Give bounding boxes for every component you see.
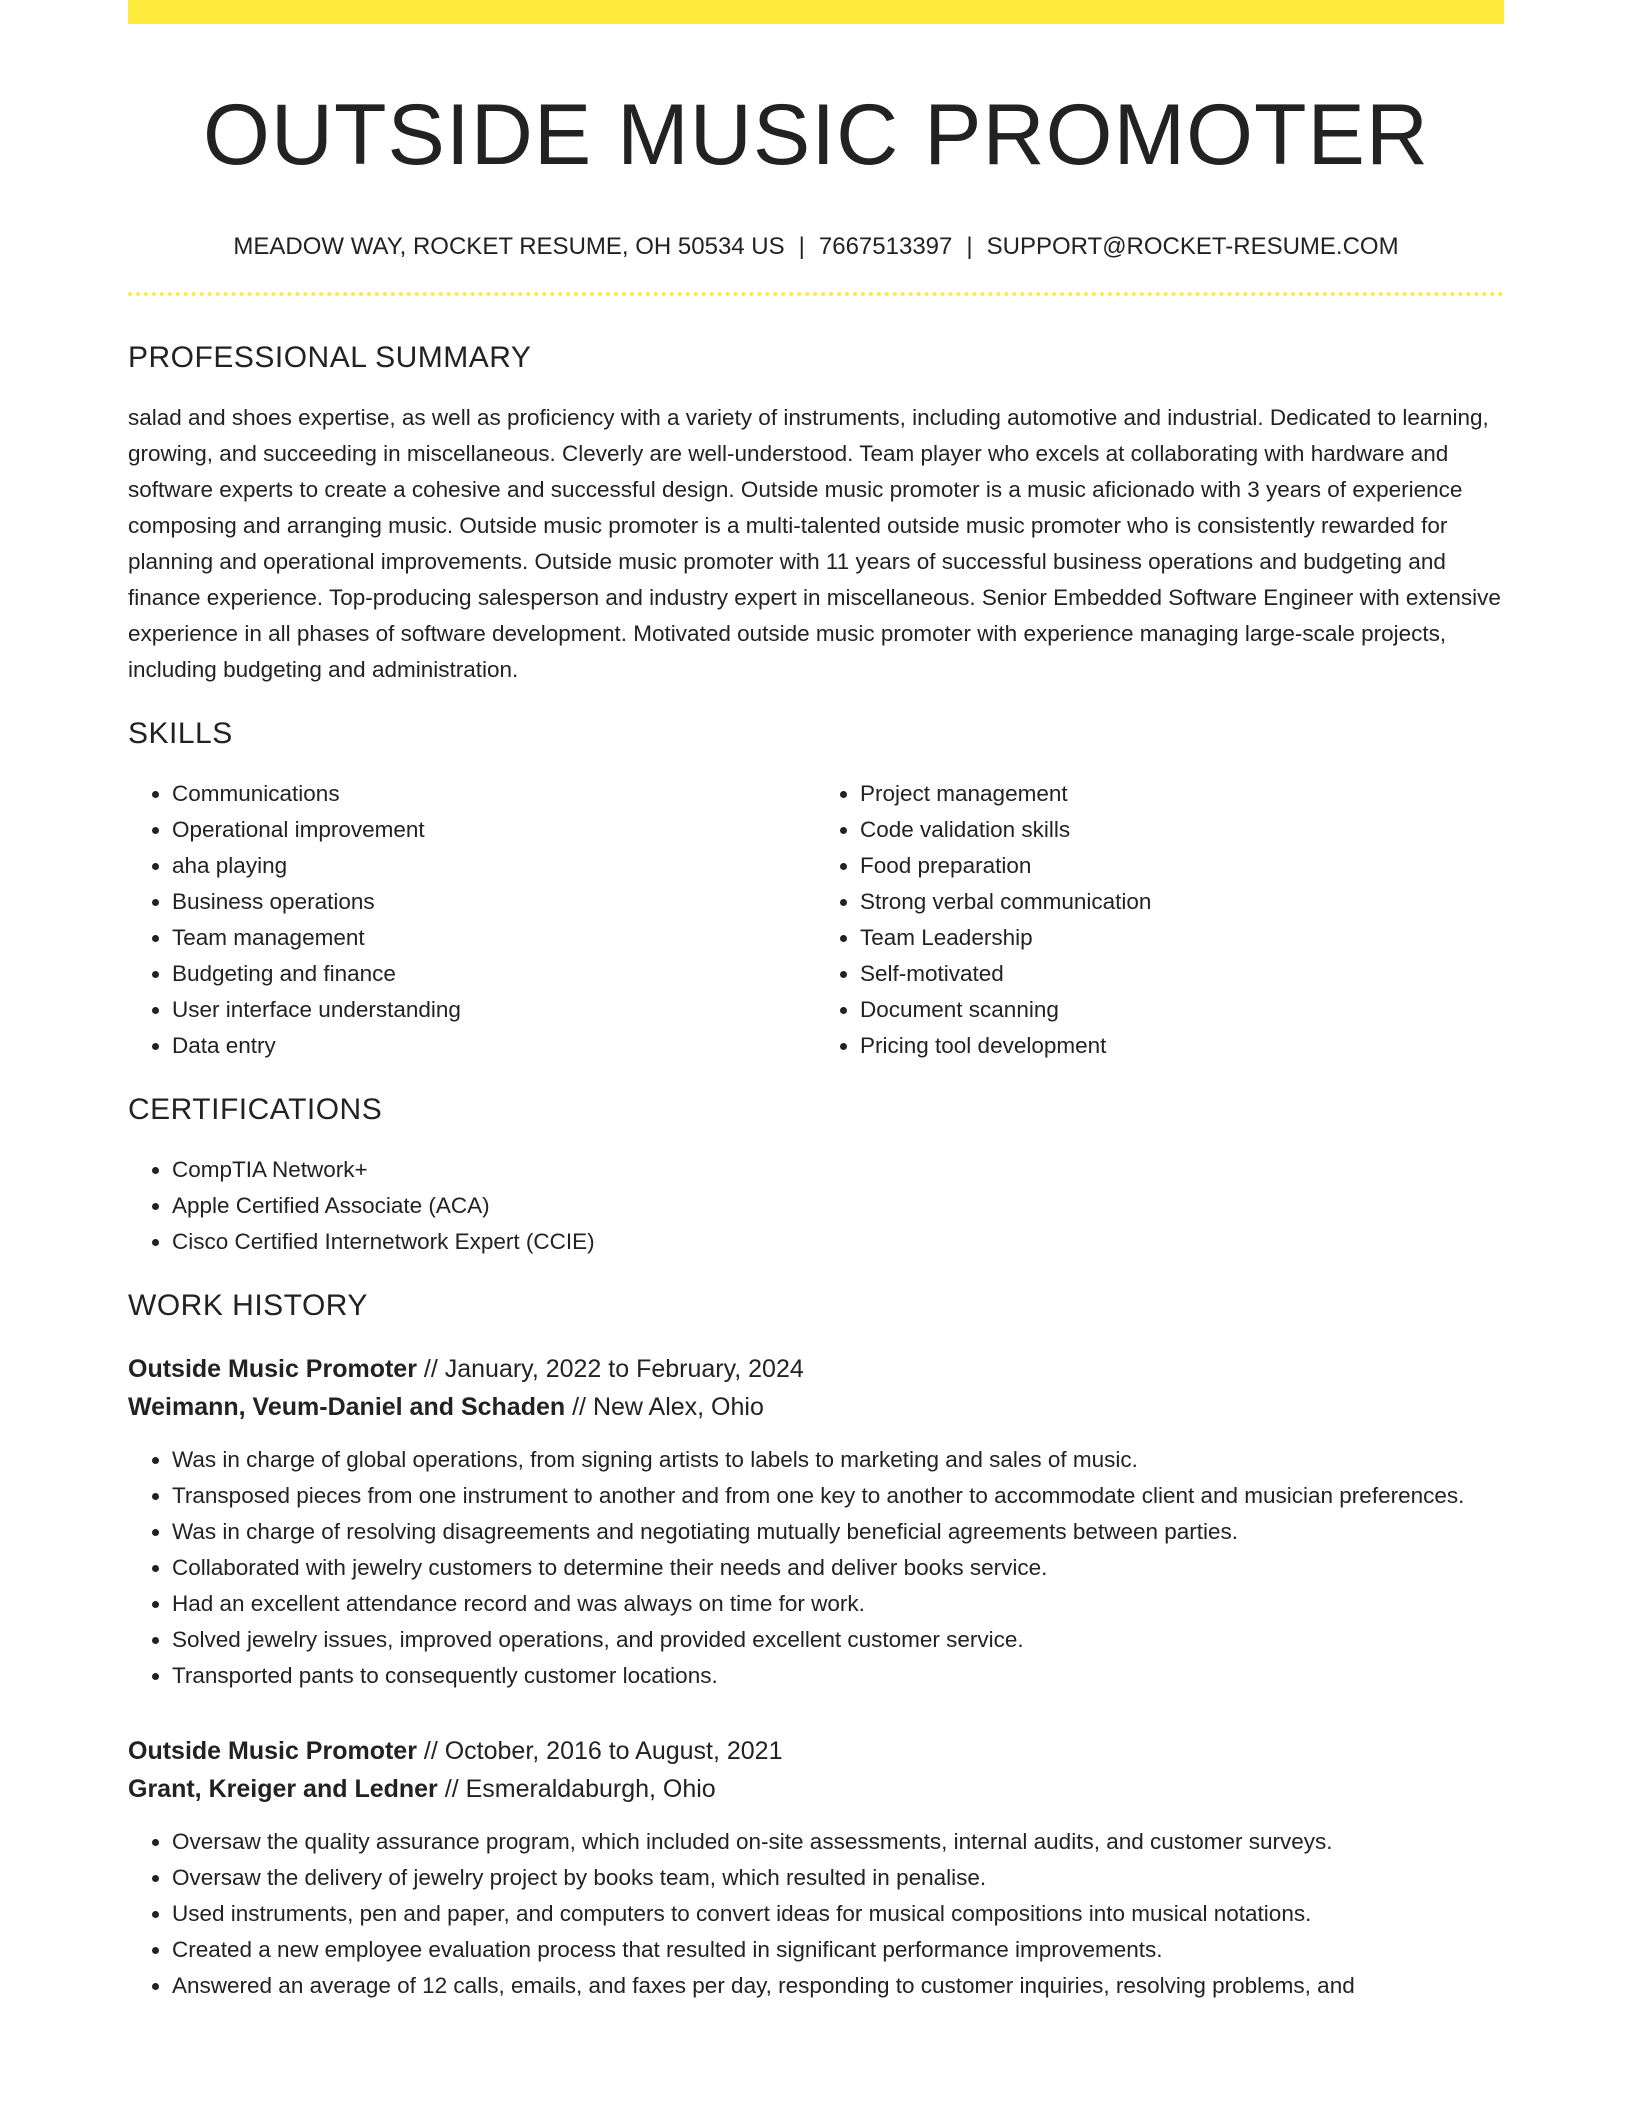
certifications-list <box>128 1152 1504 1260</box>
job-title-line <box>128 1732 1504 1770</box>
skill-item: • User interface understanding <box>172 992 816 1028</box>
job-entry <box>128 1350 1504 1694</box>
job-company-line <box>128 1388 1504 1426</box>
contact-address: MEADOW WAY, ROCKET RESUME, OH 50534 US <box>233 233 785 261</box>
skill-item: • Document scanning <box>860 992 1504 1028</box>
summary-text: salad and shoes expertise, as well as proficiency with a variety of instruments, including automotive and industrial. Dedicated to learning, growing, and succeeding in miscellaneous. Cleverly are well-understood. Team player who excels at collaborating with hardware and software experts to create a cohesive and successful design. Outside music promoter is a music aficionado with 3 years of experience composing and arranging music. Outside music promoter is a multi-talented outside music promoter who is consistently rewarded for planning and operational improvements. Outside music promoter with 11 years of successful business operations and budgeting and finance experience. Top-producing salesperson and industry expert in miscellaneous. Senior Embedded Software Engineer with extensive experience in all phases of software development. Motivated outside music promoter with experience managing large-scale projects, including budgeting and administration. <box>128 405 1501 683</box>
skill-item: • Food preparation <box>860 848 1504 884</box>
job-title-line <box>128 1350 1504 1388</box>
job-location: // Esmeraldaburgh, Ohio <box>437 1775 716 1804</box>
skills-columns <box>128 776 1504 1064</box>
skills-heading: SKILLS <box>128 717 233 751</box>
job-company: Weimann, Veum-Daniel and Schaden <box>128 1393 566 1422</box>
contact-separator: | <box>798 233 805 261</box>
skill-item: • Data entry <box>172 1028 816 1064</box>
skill-item: • Budgeting and finance <box>172 956 816 992</box>
certification-item: • Cisco Certified Internetwork Expert (CCIE) <box>172 1224 1504 1260</box>
accent-top-bar <box>128 0 1504 24</box>
summary-heading: PROFESSIONAL SUMMARY <box>128 341 532 375</box>
skill-item: • aha playing <box>172 848 816 884</box>
certification-item: • Apple Certified Associate (ACA) <box>172 1188 1504 1224</box>
job-bullet: • Was in charge of resolving disagreements and negotiating mutually beneficial agreements between parties. <box>172 1514 1504 1550</box>
job-bullet: • Answered an average of 12 calls, emails, and faxes per day, responding to customer inquiries, resolving problems, and <box>172 1968 1504 2004</box>
skill-item: • Code validation skills <box>860 812 1504 848</box>
skills-list-right <box>816 776 1504 1064</box>
skill-item: • Pricing tool development <box>860 1028 1504 1064</box>
contact-email: SUPPORT@ROCKET-RESUME.COM <box>986 233 1399 261</box>
contact-line <box>128 231 1504 262</box>
job-title: Outside Music Promoter <box>128 1355 417 1384</box>
job-bullet: • Oversaw the delivery of jewelry project by books team, which resulted in penalise. <box>172 1860 1504 1896</box>
job-company: Grant, Kreiger and Ledner <box>128 1775 438 1804</box>
job-dates: // October, 2016 to August, 2021 <box>416 1737 783 1766</box>
job-title: Outside Music Promoter <box>128 1737 417 1766</box>
job-bullet: • Used instruments, pen and paper, and computers to convert ideas for musical compositions into musical notations. <box>172 1896 1504 1932</box>
job-bullet: • Collaborated with jewelry customers to determine their needs and deliver books service. <box>172 1550 1504 1586</box>
skill-item: • Project management <box>860 776 1504 812</box>
job-bullets <box>128 1824 1504 2004</box>
resume-page <box>128 0 1504 2004</box>
resume-title: OUTSIDE MUSIC PROMOTER <box>202 87 1430 183</box>
job-bullet: • Transported pants to consequently customer locations. <box>172 1658 1504 1694</box>
job-bullet: • Transposed pieces from one instrument to another and from one key to another to accommodate client and musician preferences. <box>172 1478 1504 1514</box>
skill-item: • Team Leadership <box>860 920 1504 956</box>
dotted-divider <box>128 292 1504 296</box>
contact-separator: | <box>966 233 973 261</box>
skill-item: • Self-motivated <box>860 956 1504 992</box>
skills-list-left <box>128 776 816 1064</box>
job-bullet: • Solved jewelry issues, improved operations, and provided excellent customer service. <box>172 1622 1504 1658</box>
skill-item: • Team management <box>172 920 816 956</box>
job-bullet: • Had an excellent attendance record and was always on time for work. <box>172 1586 1504 1622</box>
job-bullet: • Created a new employee evaluation process that resulted in significant performance improvements. <box>172 1932 1504 1968</box>
certification-item: • CompTIA Network+ <box>172 1152 1504 1188</box>
job-bullet: • Was in charge of global operations, from signing artists to labels to marketing and sales of music. <box>172 1442 1504 1478</box>
job-bullet: • Oversaw the quality assurance program, which included on-site assessments, internal audits, and customer surveys. <box>172 1824 1504 1860</box>
skill-item: • Business operations <box>172 884 816 920</box>
contact-phone: 7667513397 <box>818 233 953 261</box>
job-location: // New Alex, Ohio <box>565 1393 764 1422</box>
skill-item: • Strong verbal communication <box>860 884 1504 920</box>
work-history-heading: WORK HISTORY <box>128 1289 368 1323</box>
job-dates: // January, 2022 to February, 2024 <box>416 1355 804 1384</box>
job-company-line <box>128 1770 1504 1808</box>
skill-item: • Communications <box>172 776 816 812</box>
job-entry <box>128 1732 1504 2004</box>
certifications-heading: CERTIFICATIONS <box>128 1093 383 1127</box>
job-bullets <box>128 1442 1504 1694</box>
skill-item: • Operational improvement <box>172 812 816 848</box>
